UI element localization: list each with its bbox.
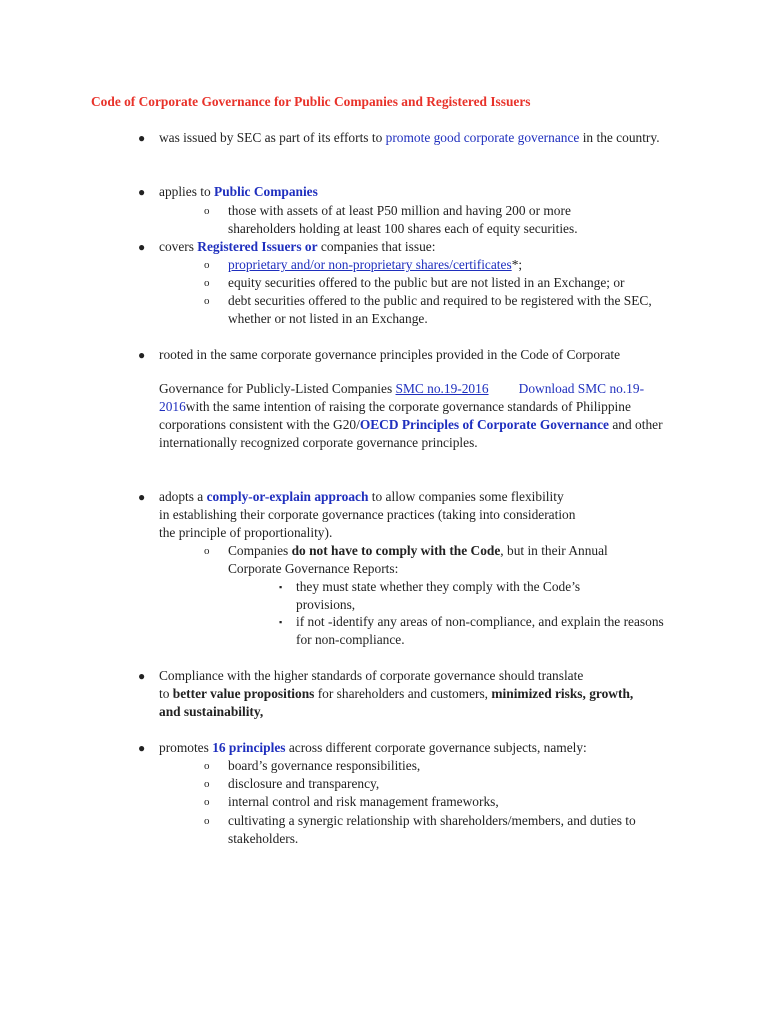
- sub-bullet-marker: o: [204, 545, 210, 557]
- text: with the same intention of raising the corporate governance standards of Philippine corporations consistent with the G20/: [159, 399, 631, 432]
- promote-governance-link[interactable]: promote good corporate governance: [385, 130, 580, 145]
- text: for shareholders and customers,: [314, 686, 492, 701]
- bullet-marker: ●: [138, 131, 146, 145]
- bullet-adopts-line2: in establishing their corporate governance practices (taking into consideration: [159, 507, 576, 522]
- sub-sub-item-state: they must state whether they comply with the Code’s provisions,: [296, 579, 581, 612]
- bullet-promotes: [159, 739, 587, 757]
- sub-item-internal-control: internal control and risk management frameworks,: [228, 794, 499, 809]
- text: Governance for Publicly-Listed Companies: [159, 381, 396, 396]
- bullet-adopts-line3: the principle of proportionality).: [159, 525, 333, 540]
- sub-item-synergic: cultivating a synergic relationship with shareholders/members, and duties to stakeholders.: [228, 813, 636, 846]
- do-not-comply-label: do not have to comply with the Code: [291, 543, 501, 558]
- text: , but in their Annual Corporate Governance Reports:: [228, 543, 608, 576]
- sub-item-companies: [228, 542, 663, 578]
- sub-bullet-marker: o: [204, 760, 210, 772]
- risks-growth-label: minimized risks, growth, and sustainability,: [159, 686, 634, 719]
- registered-issuers-label: Registered Issuers or: [197, 239, 318, 254]
- sub-sub-item-identify: if not -identify any areas of non-compliance, and explain the reasons for non-compliance.: [296, 614, 664, 647]
- bullet-adopts: [159, 488, 564, 506]
- text: across different corporate governance subjects, namely:: [285, 740, 587, 755]
- sub-bullet-marker: o: [204, 295, 210, 307]
- sub-item-board: board’s governance responsibilities,: [228, 758, 421, 773]
- bullet-compliance-line1: Compliance with the higher standards of corporate governance should translate: [159, 668, 584, 683]
- sub-bullet-marker: o: [204, 259, 210, 271]
- bullet-applies-to: [159, 183, 679, 201]
- sub-item-equity: equity securities offered to the public but are not listed in an Exchange; or: [228, 275, 625, 290]
- text: companies that issue:: [317, 239, 436, 254]
- text: was issued by SEC as part of its efforts to: [159, 130, 386, 145]
- text: *;: [511, 257, 523, 272]
- public-companies-label: Public Companies: [214, 184, 318, 199]
- square-bullet-marker: ▪: [279, 617, 283, 627]
- value-propositions-label: better value propositions: [172, 686, 315, 701]
- sub-bullet-marker: o: [204, 815, 210, 827]
- sub-bullet-marker: o: [204, 277, 210, 289]
- text: promotes: [159, 740, 213, 755]
- download-smc-link[interactable]: Download SMC no.19-2016: [159, 381, 645, 414]
- bullet-marker: ●: [138, 185, 146, 199]
- text: adopts a: [159, 489, 207, 504]
- square-bullet-marker: ▪: [279, 582, 283, 592]
- bullet-marker: ●: [138, 348, 146, 362]
- bullet-rooted-line1: rooted in the same corporate governance principles provided in the Code of Corporate: [159, 347, 621, 362]
- sub-bullet-marker: o: [204, 778, 210, 790]
- smc-link[interactable]: SMC no.19-2016: [395, 381, 489, 396]
- page-title: Code of Corporate Governance for Public Companies and Registered Issuers: [91, 94, 531, 109]
- sub-item-debt: debt securities offered to the public and required to be registered with the SEC, whether or not listed in an Exchange.: [228, 293, 652, 326]
- bullet-marker: ●: [138, 741, 146, 755]
- oecd-principles-label: OECD Principles of Corporate Governance: [359, 417, 609, 432]
- bullet-marker: ●: [138, 240, 146, 254]
- text: and other internationally recognized corporate governance principles.: [159, 417, 663, 450]
- bullet-marker: ●: [138, 490, 146, 504]
- text: Companies: [228, 543, 292, 558]
- bullet-rooted-body: [159, 380, 671, 452]
- sub-bullet-marker: o: [204, 796, 210, 808]
- sub-item-shares: [228, 256, 522, 274]
- sixteen-principles-label: 16 principles: [212, 740, 286, 755]
- text: in the country.: [579, 130, 660, 145]
- comply-or-explain-label: comply-or-explain approach: [206, 489, 369, 504]
- bullet-marker: ●: [138, 669, 146, 683]
- text: applies to: [159, 184, 215, 199]
- text: covers: [159, 239, 198, 254]
- sub-item-assets: those with assets of at least P50 million and having 200 or more shareholders holding at least 100 shares each of equity securities.: [228, 203, 578, 236]
- bullet-covers: [159, 238, 679, 256]
- sub-item-disclosure: disclosure and transparency,: [228, 776, 380, 791]
- shares-certificates-link[interactable]: proprietary and/or non-proprietary shares/certificates: [228, 257, 512, 272]
- text: to allow companies some flexibility: [368, 489, 564, 504]
- bullet-compliance-body: [159, 685, 649, 721]
- text: to: [159, 686, 173, 701]
- bullet-issued-by-sec: [159, 129, 679, 147]
- sub-bullet-marker: o: [204, 205, 210, 217]
